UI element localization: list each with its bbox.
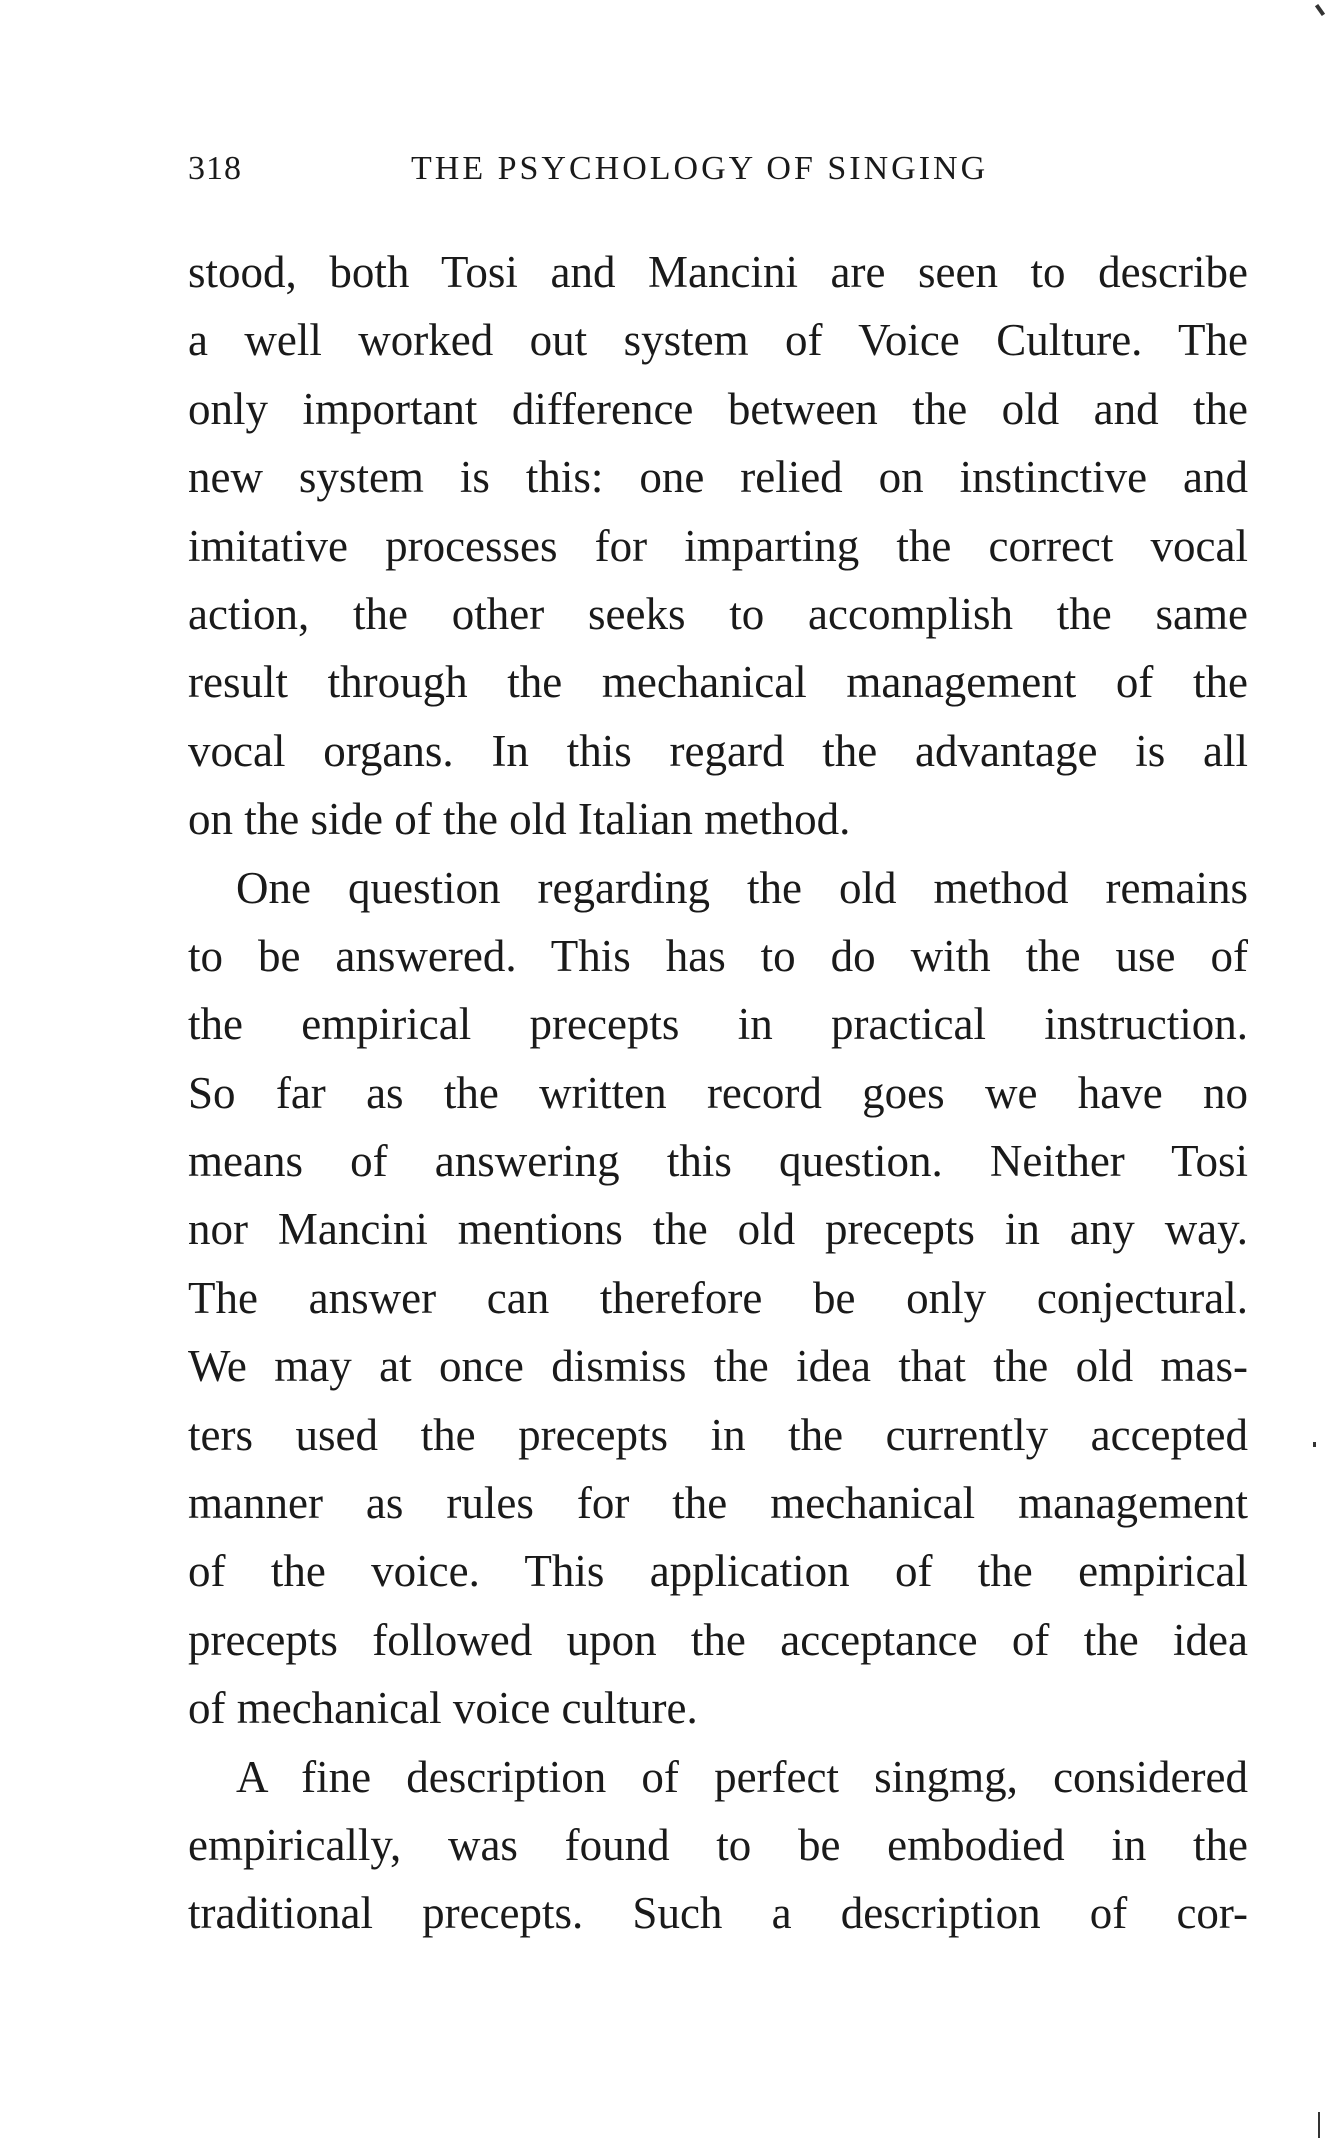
paragraph-1	[188, 238, 1248, 854]
text-line: So far as the written record goes we have no	[188, 1067, 1248, 1118]
scan-mark-top	[1315, 4, 1325, 16]
text-line: of the voice. This application of the empirical	[188, 1546, 1248, 1597]
text-line: traditional precepts. Such a description of cor-	[188, 1888, 1248, 1939]
text-line: One question regarding the old method remains	[236, 862, 1248, 913]
body-text	[188, 238, 1248, 1948]
scan-mark-bottom	[1318, 2112, 1320, 2138]
text-line: a well worked out system of Voice Culture. The	[188, 315, 1248, 366]
text-line: new system is this: one relied on instinctive and	[188, 452, 1248, 503]
text-line: the empirical precepts in practical instruction.	[188, 999, 1248, 1050]
text-line: The answer can therefore be only conjectural.	[188, 1272, 1248, 1323]
text-line: manner as rules for the mechanical management	[188, 1478, 1248, 1529]
text-line: of mechanical voice culture.	[188, 1683, 698, 1734]
running-head: THE PSYCHOLOGY OF SINGING	[411, 150, 989, 187]
text-line: action, the other seeks to accomplish the same	[188, 588, 1248, 639]
text-line: on the side of the old Italian method.	[188, 794, 851, 845]
text-line: stood, both Tosi and Mancini are seen to describe	[188, 247, 1248, 297]
text-line: empirically, was found to be embodied in the	[188, 1819, 1248, 1870]
text-line: A fine description of perfect singmg, considered	[236, 1751, 1248, 1802]
text-line: to be answered. This has to do with the use of	[188, 930, 1248, 981]
text-line: imitative processes for imparting the correct vocal	[188, 520, 1248, 571]
text-line: precepts followed upon the acceptance of the idea	[188, 1614, 1248, 1665]
text-line: result through the mechanical management of the	[188, 657, 1248, 708]
page-number: 318	[188, 150, 242, 187]
text-line: ters used the precepts in the currently accepted	[188, 1409, 1248, 1460]
paragraph-2	[188, 854, 1248, 1743]
scan-mark-middle	[1313, 1442, 1316, 1447]
text-line: nor Mancini mentions the old precepts in any way.	[188, 1204, 1248, 1255]
page-header	[188, 150, 1248, 200]
text-line: We may at once dismiss the idea that the old mas-	[188, 1341, 1248, 1392]
text-line: means of answering this question. Neither Tosi	[188, 1136, 1248, 1187]
paragraph-3	[188, 1743, 1248, 1948]
text-line: only important difference between the old and the	[188, 383, 1248, 434]
text-line: vocal organs. In this regard the advantage is all	[188, 725, 1248, 776]
